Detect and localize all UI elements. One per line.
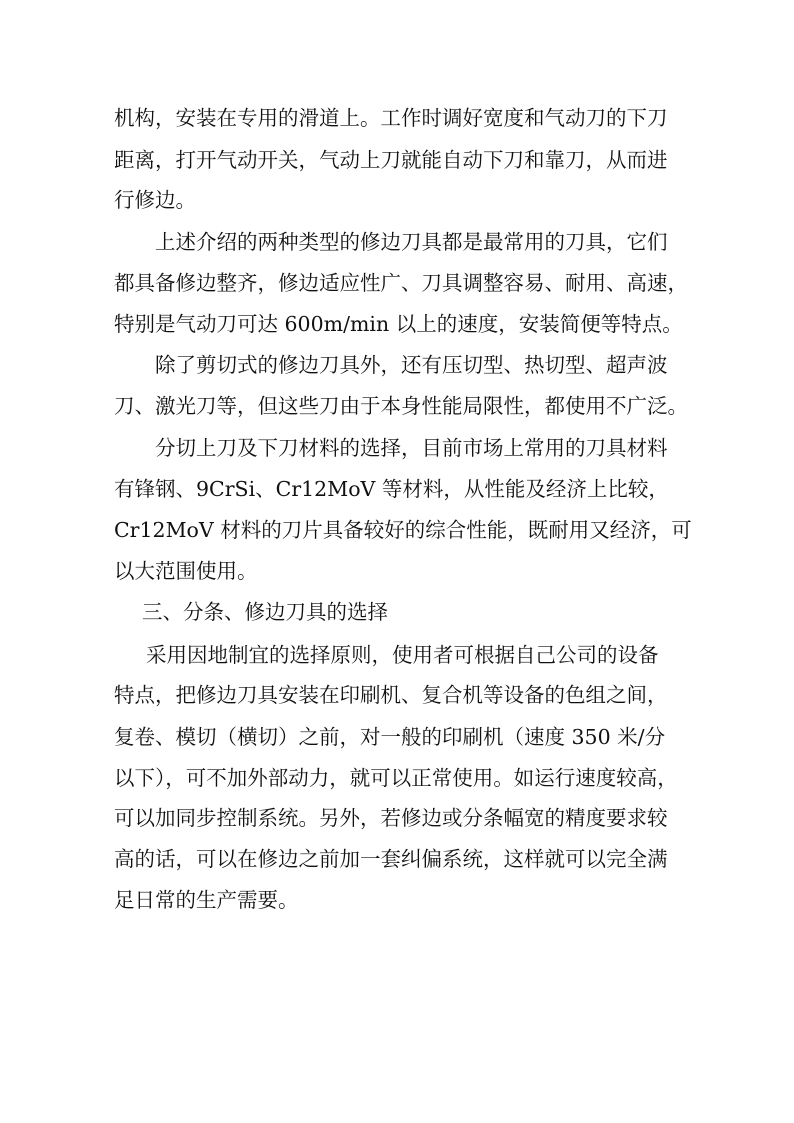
text-line: 特点，把修边刀具安装在印刷机、复合机等设备的色组之间， (114, 683, 668, 707)
text-line: 行修边。 (114, 188, 196, 212)
text-line: 除了剪切式的修边刀具外，还有压切型、热切型、超声波 (155, 353, 668, 377)
text-line: Cr12MoV 材料的刀片具备较好的综合性能，既耐用又经济，可 (114, 518, 692, 542)
text-line: 上述介绍的两种类型的修边刀具都是最常用的刀具，它们 (155, 230, 668, 254)
text-line: 机构，安装在专用的滑道上。工作时调好宽度和气动刀的下刀 (114, 106, 668, 130)
text-line: 高的话，可以在修边之前加一套纠偏系统，这样就可以完全满 (114, 847, 668, 871)
text-line: 刀、激光刀等，但这些刀由于本身性能局限性，都使用不广泛。 (114, 394, 688, 418)
text-line: 以大范围使用。 (114, 559, 258, 583)
text-line: 可以加同步控制系统。另外，若修边或分条幅宽的精度要求较 (114, 806, 668, 830)
text-line: 特别是气动刀可达 600m/min 以上的速度，安装简便等特点。 (114, 312, 683, 336)
text-line: 采用因地制宜的选择原则，使用者可根据自己公司的设备 (146, 643, 659, 667)
section-heading: 三、分条、修边刀具的选择 (142, 600, 388, 624)
text-line: 有锋钢、9CrSi、Cr12MoV 等材料，从性能及经济上比较， (114, 477, 669, 501)
text-line: 分切上刀及下刀材料的选择，目前市场上常用的刀具材料 (155, 436, 668, 460)
text-line: 距离，打开气动开关，气动上刀就能自动下刀和靠刀，从而进 (114, 148, 668, 172)
text-line: 以下），可不加外部动力，就可以正常使用。如运行速度较高， (114, 766, 678, 790)
text-line: 足日常的生产需要。 (114, 888, 299, 912)
text-line: 复卷、模切（横切）之前，对一般的印刷机（速度 350 米/分 (114, 725, 666, 749)
text-line: 都具备修边整齐，修边适应性广、刀具调整容易、耐用、高速， (114, 271, 688, 295)
